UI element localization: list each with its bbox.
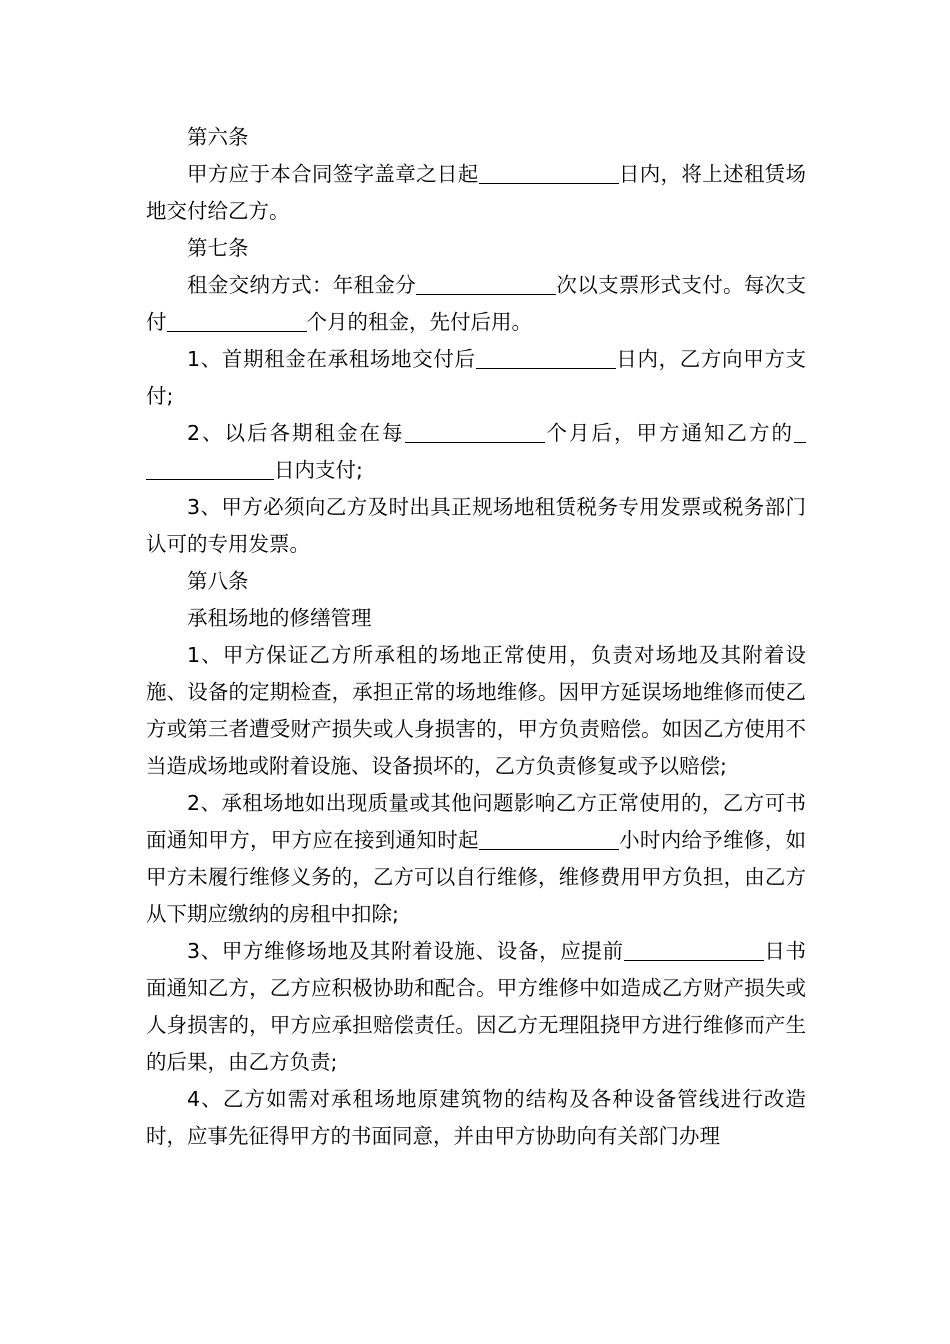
article-7-item-2 — [146, 415, 806, 489]
text-segment: 日内，将上述租赁场地交付给乙方。 — [146, 162, 807, 223]
article-8-item-2 — [146, 785, 806, 933]
fill-in-blank — [624, 940, 764, 962]
text-segment: 小时内给予维修，如甲方未履行维修义务的，乙方可以自行维修，维修费用甲方负担，由乙方从下期应缴纳的房租中扣除; — [146, 828, 807, 926]
article-6-paragraph — [146, 156, 806, 230]
text-segment: 3、甲方维修场地及其附着设施、设备，应提前 — [187, 939, 624, 963]
article-8-subheading: 承租场地的修缮管理 — [187, 606, 372, 630]
article-7-paragraph — [146, 267, 806, 341]
fill-in-blank — [479, 829, 619, 851]
fill-in-blank — [794, 422, 806, 444]
fill-in-blank — [476, 348, 616, 370]
fill-in-blank — [405, 422, 545, 444]
contract-body — [146, 119, 806, 1155]
text-segment: 次以支票形式支付。每次支付 — [146, 273, 807, 334]
article-6-heading: 第六条 — [187, 125, 249, 149]
fill-in-blank — [146, 459, 274, 481]
text-segment: 日内，乙方向甲方支付; — [146, 347, 807, 408]
article-8-item-1: 1、甲方保证乙方所承租的场地正常使用，负责对场地及其附着设施、设备的定期检查，承担正常的场地维修。因甲方延误场地维修而使乙方或第三者遭受财产损失或人身损害的，甲方负责赔偿。如因乙方使用不当造成场地或附着设施、设备损坏的，乙方负责修复或予以赔偿; — [146, 643, 806, 778]
article-7-heading: 第七条 — [187, 236, 249, 260]
text-segment: 个月后，甲方通知乙方的 — [544, 421, 795, 445]
text-segment: 个月的租金，先付后用。 — [306, 310, 532, 334]
text-segment: 1、首期租金在承租场地交付后 — [187, 347, 476, 371]
text-segment: 甲方应于本合同签字盖章之日起 — [187, 162, 479, 186]
article-8-heading: 第八条 — [187, 569, 249, 593]
fill-in-blank — [167, 311, 307, 333]
article-7-item-3: 3、甲方必须向乙方及时出具正规场地租赁税务专用发票或税务部门认可的专用发票。 — [146, 495, 806, 556]
text-segment: 日书面通知乙方，乙方应积极协助和配合。甲方维修中如造成乙方财产损失或人身损害的，甲方应承担赔偿责任。因乙方无理阻挠甲方进行维修而产生的后果，由乙方负责; — [146, 939, 807, 1074]
fill-in-blank — [416, 274, 556, 296]
article-8-item-3 — [146, 933, 806, 1081]
article-8-item-4: 4、乙方如需对承租场地原建筑物的结构及各种设备管线进行改造时，应事先征得甲方的书面同意，并由甲方协助向有关部门办理 — [146, 1087, 806, 1148]
text-segment: 2、承租场地如出现质量或其他问题影响乙方正常使用的，乙方可书面通知甲方，甲方应在接到通知时起 — [146, 791, 806, 852]
fill-in-blank — [479, 163, 619, 185]
text-segment: 日内支付; — [274, 458, 363, 482]
text-segment: 租金交纳方式：年租金分 — [187, 273, 417, 297]
article-7-item-1 — [146, 341, 806, 415]
text-segment: 2、以后各期租金在每 — [187, 421, 405, 445]
